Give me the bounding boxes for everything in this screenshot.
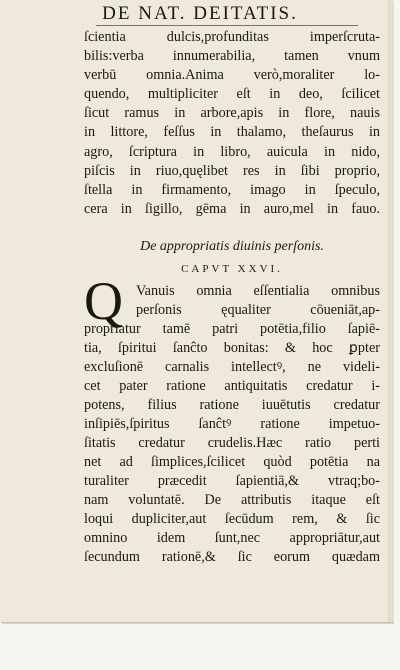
text-line: Vanuis omnia eſſentialia omnibus — [136, 283, 380, 299]
text-line: loqui dupliciter,aut ſecūdum rem, & ſic — [84, 511, 380, 527]
text-line: cet pater ratione antiquitatis credatur i- — [84, 378, 380, 394]
text-line: ſitatis credatur crudelis.Hæc ratio perti — [84, 435, 380, 451]
page-edge — [388, 0, 394, 622]
text-line: ſtella in firmamento, imago in ſpeculo, — [84, 181, 380, 198]
text-line: agro, ſcriptura in libro, auicula in nido, — [84, 143, 380, 160]
text-line: turaliter præcedit ſapientiā,& vtraq;bo- — [84, 473, 380, 489]
text-line: propriatur tamē patri potētia,filio ſapiē- — [84, 321, 380, 337]
section-title: De appropriatis diuinis perſonis. — [140, 239, 324, 254]
text-line: perſonis ęqualiter cōueniāt,ap- — [136, 302, 380, 318]
text-line: ſicut ramus in arbore,apis in flore, nauis — [84, 105, 380, 122]
text-line: tia, ſpiritui ſanĉto bonitas: & hoc ꝑpter — [84, 340, 380, 356]
text-line: ſecundum rationē,& ſic eorum quædam — [84, 549, 380, 565]
text-line: net ad ſimplices,ſcilicet quòd potētia na — [84, 454, 380, 470]
text-line: bilis:verba innumerabilia, tamen vnum — [84, 48, 380, 65]
chapter-label: CAPVT XXVI. — [181, 263, 283, 275]
text-line: piſcis in riuo,quęlibet res in ſibi proprio, — [84, 162, 380, 179]
running-head: DE NAT. DEITATIS. — [102, 3, 298, 24]
paragraph-2 — [84, 282, 380, 567]
text-line: in littore, feſſus in thalamo, theſaurus in — [84, 124, 380, 141]
text-line: omnino idem ſunt,nec appropriātur,aut — [84, 530, 380, 546]
text-line: nam voluntatē. De attributis itaque eſt — [84, 492, 380, 508]
text-line: verbū omnia.Anima verò,moraliter lo- — [84, 67, 380, 84]
header-rule — [96, 25, 358, 26]
text-line: cera in ſigillo, gēma in auro,mel in fauo. — [84, 200, 380, 217]
paragraph-1 — [84, 28, 380, 219]
text-line: inſipiēs,ſpiritus ſanĉtꝰ ratione impetuo- — [84, 416, 380, 432]
text-line: quendo, multipliciter eſt in deo, ſcilicet — [84, 86, 380, 103]
text-line: potens, filius ratione iuuētutis credatur — [84, 397, 380, 413]
text-line: ſcientia dulcis,profunditas imperſcruta- — [84, 29, 380, 45]
drop-cap: Q — [84, 271, 123, 331]
text-line: excluſionē carnalis intellectꝰ, ne videli- — [84, 359, 380, 375]
